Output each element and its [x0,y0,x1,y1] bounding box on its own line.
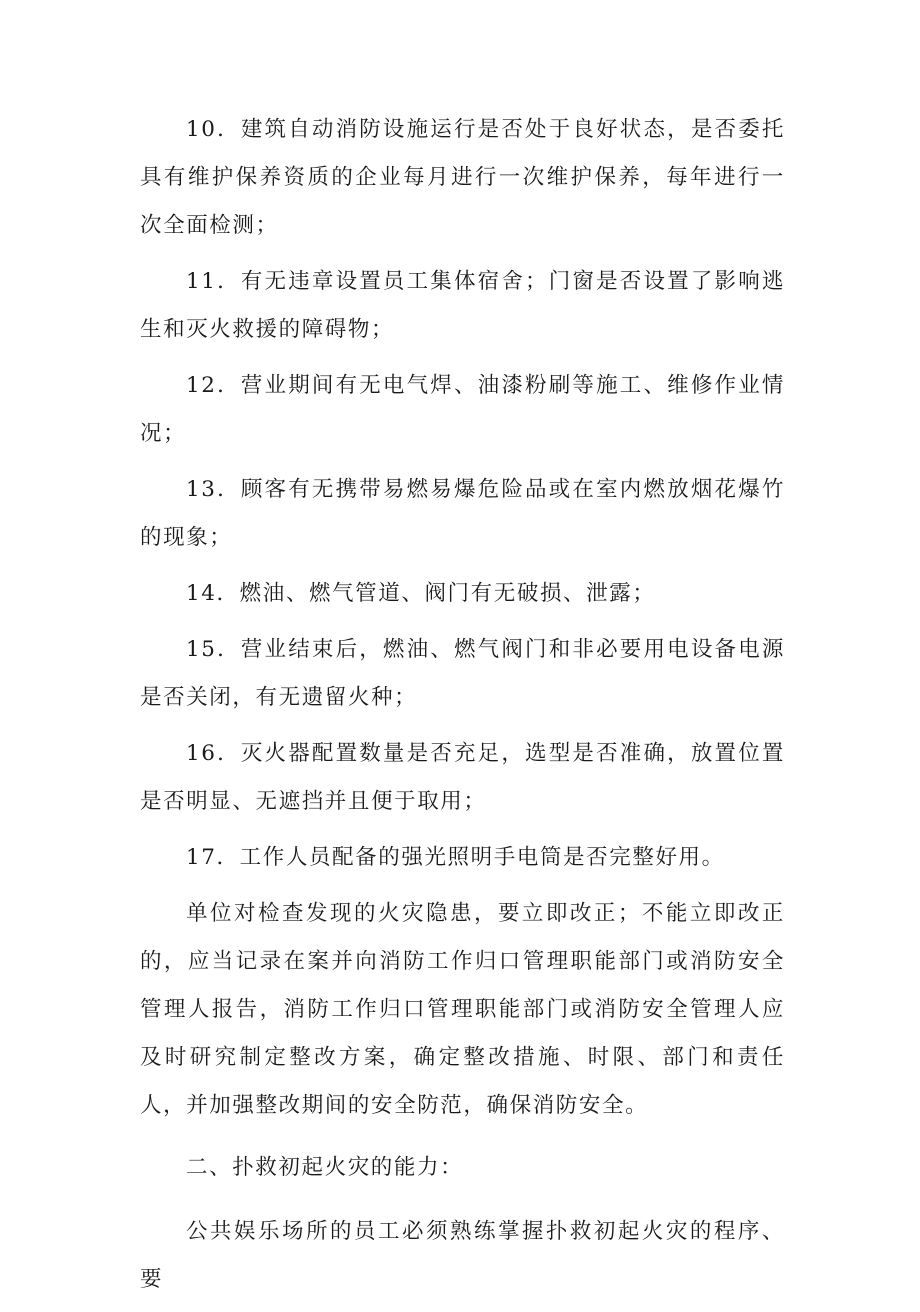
paragraph-section-intro: 公共娱乐场所的员工必须熟练掌握扑救初起火灾的程序、要 [140,1219,785,1292]
paragraph-rectification: 单位对检查发现的火灾隐患，要立即改正；不能立即改正的，应当记录在案并向消防工作归口管理职能部门或消防安全管理人报告，消防工作归口管理职能部门或消防安全管理人应及时研究制定整改方案，确定整改措施、时限、部门和责任人，并加强整改期间的安全防范，确保消防安全。 [140,901,785,1118]
paragraph-item-12: 12．营业期间有无电气焊、油漆粉刷等施工、维修作业情况； [140,373,785,446]
paragraph-item-14: 14．燃油、燃气管道、阀门有无破损、泄露； [186,581,656,606]
paragraph-item-11: 11．有无违章设置员工集体宿舍；门窗是否设置了影响逃生和灭火救援的障碍物； [140,269,785,342]
section-heading: 二、扑救初起火灾的能力： [186,1155,464,1180]
paragraph-item-16: 16．灭火器配置数量是否充足，选型是否准确，放置位置是否明显、无遮挡并且便于取用； [140,741,785,814]
paragraph-item-15: 15．营业结束后，燃油、燃气阀门和非必要用电设备电源是否关闭，有无遗留火种； [140,637,785,710]
paragraph-item-17: 17．工作人员配备的强光照明手电筒是否完整好用。 [186,845,725,870]
paragraph-item-10: 10．建筑自动消防设施运行是否处于良好状态，是否委托具有维护保养资质的企业每月进行一次维护保养，每年进行一次全面检测； [140,117,785,238]
paragraph-item-13: 13．顾客有无携带易燃易爆危险品或在室内燃放烟花爆竹的现象； [140,477,785,550]
document-page [140,106,785,1312]
